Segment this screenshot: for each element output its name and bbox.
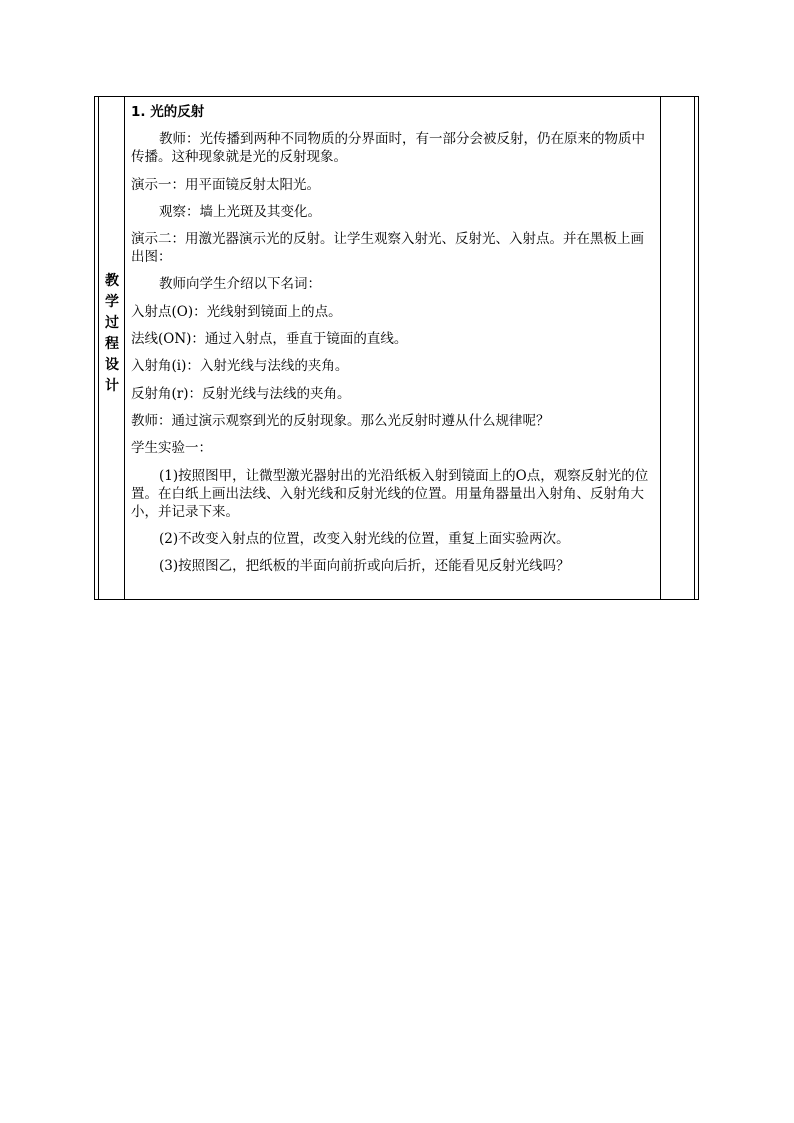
side-label-char: 教 (105, 273, 119, 289)
side-label-char: 程 (105, 336, 119, 352)
blank-right-cell (660, 97, 698, 599)
content-cell (131, 103, 655, 584)
side-label (99, 271, 125, 397)
paragraph: 入射点(O)：光线射到镜面上的点。 (131, 303, 342, 320)
paragraph: 入射角(i)：入射光线与法线的夹角。 (131, 358, 349, 375)
paragraph: 学生实验一： (131, 440, 212, 457)
side-label-char: 计 (105, 378, 119, 394)
paragraph: (1)按照图甲，让微型激光器射出的光沿纸板入射到镜面上的O点，观察反射光的位置。在白纸上画出法线、入射光线和反射光线的位置。用量角器量出入射角、反射角大小，并记录下来。 (131, 467, 649, 520)
paragraph: 反射角(r)：反射光线与法线的夹角。 (131, 385, 351, 402)
paragraph: 法线(ON)：通过入射点，垂直于镜面的直线。 (131, 331, 408, 348)
paragraph: (3)按照图乙，把纸板的半面向前折或向后折，还能看见反射光线吗？ (159, 558, 570, 575)
paragraph: 观察：墙上光斑及其变化。 (159, 203, 321, 220)
paragraph: 演示一：用平面镜反射太阳光。 (131, 176, 320, 193)
side-label-char: 学 (105, 294, 119, 310)
paragraph: (2)不改变入射点的位置，改变入射光线的位置，重复上面实验两次。 (159, 530, 570, 547)
paragraph: 教师向学生介绍以下名词： (159, 276, 321, 293)
side-label-char: 设 (105, 357, 119, 373)
section-heading: 1. 光的反射 (131, 104, 205, 120)
lesson-table (94, 96, 699, 600)
paragraph: 教师：光传播到两种不同物质的分界面时，有一部分会被反射，仍在原来的物质中传播。这种现象就是光的反射现象。 (131, 131, 645, 166)
paragraph: 教师：通过演示观察到光的反射现象。那么光反射时遵从什么规律呢？ (131, 412, 550, 429)
side-label-cell (95, 97, 125, 599)
side-label-char: 过 (105, 315, 119, 331)
paragraph: 演示二：用激光器演示光的反射。让学生观察入射光、反射光、入射点。并在黑板上画出图： (131, 231, 644, 266)
